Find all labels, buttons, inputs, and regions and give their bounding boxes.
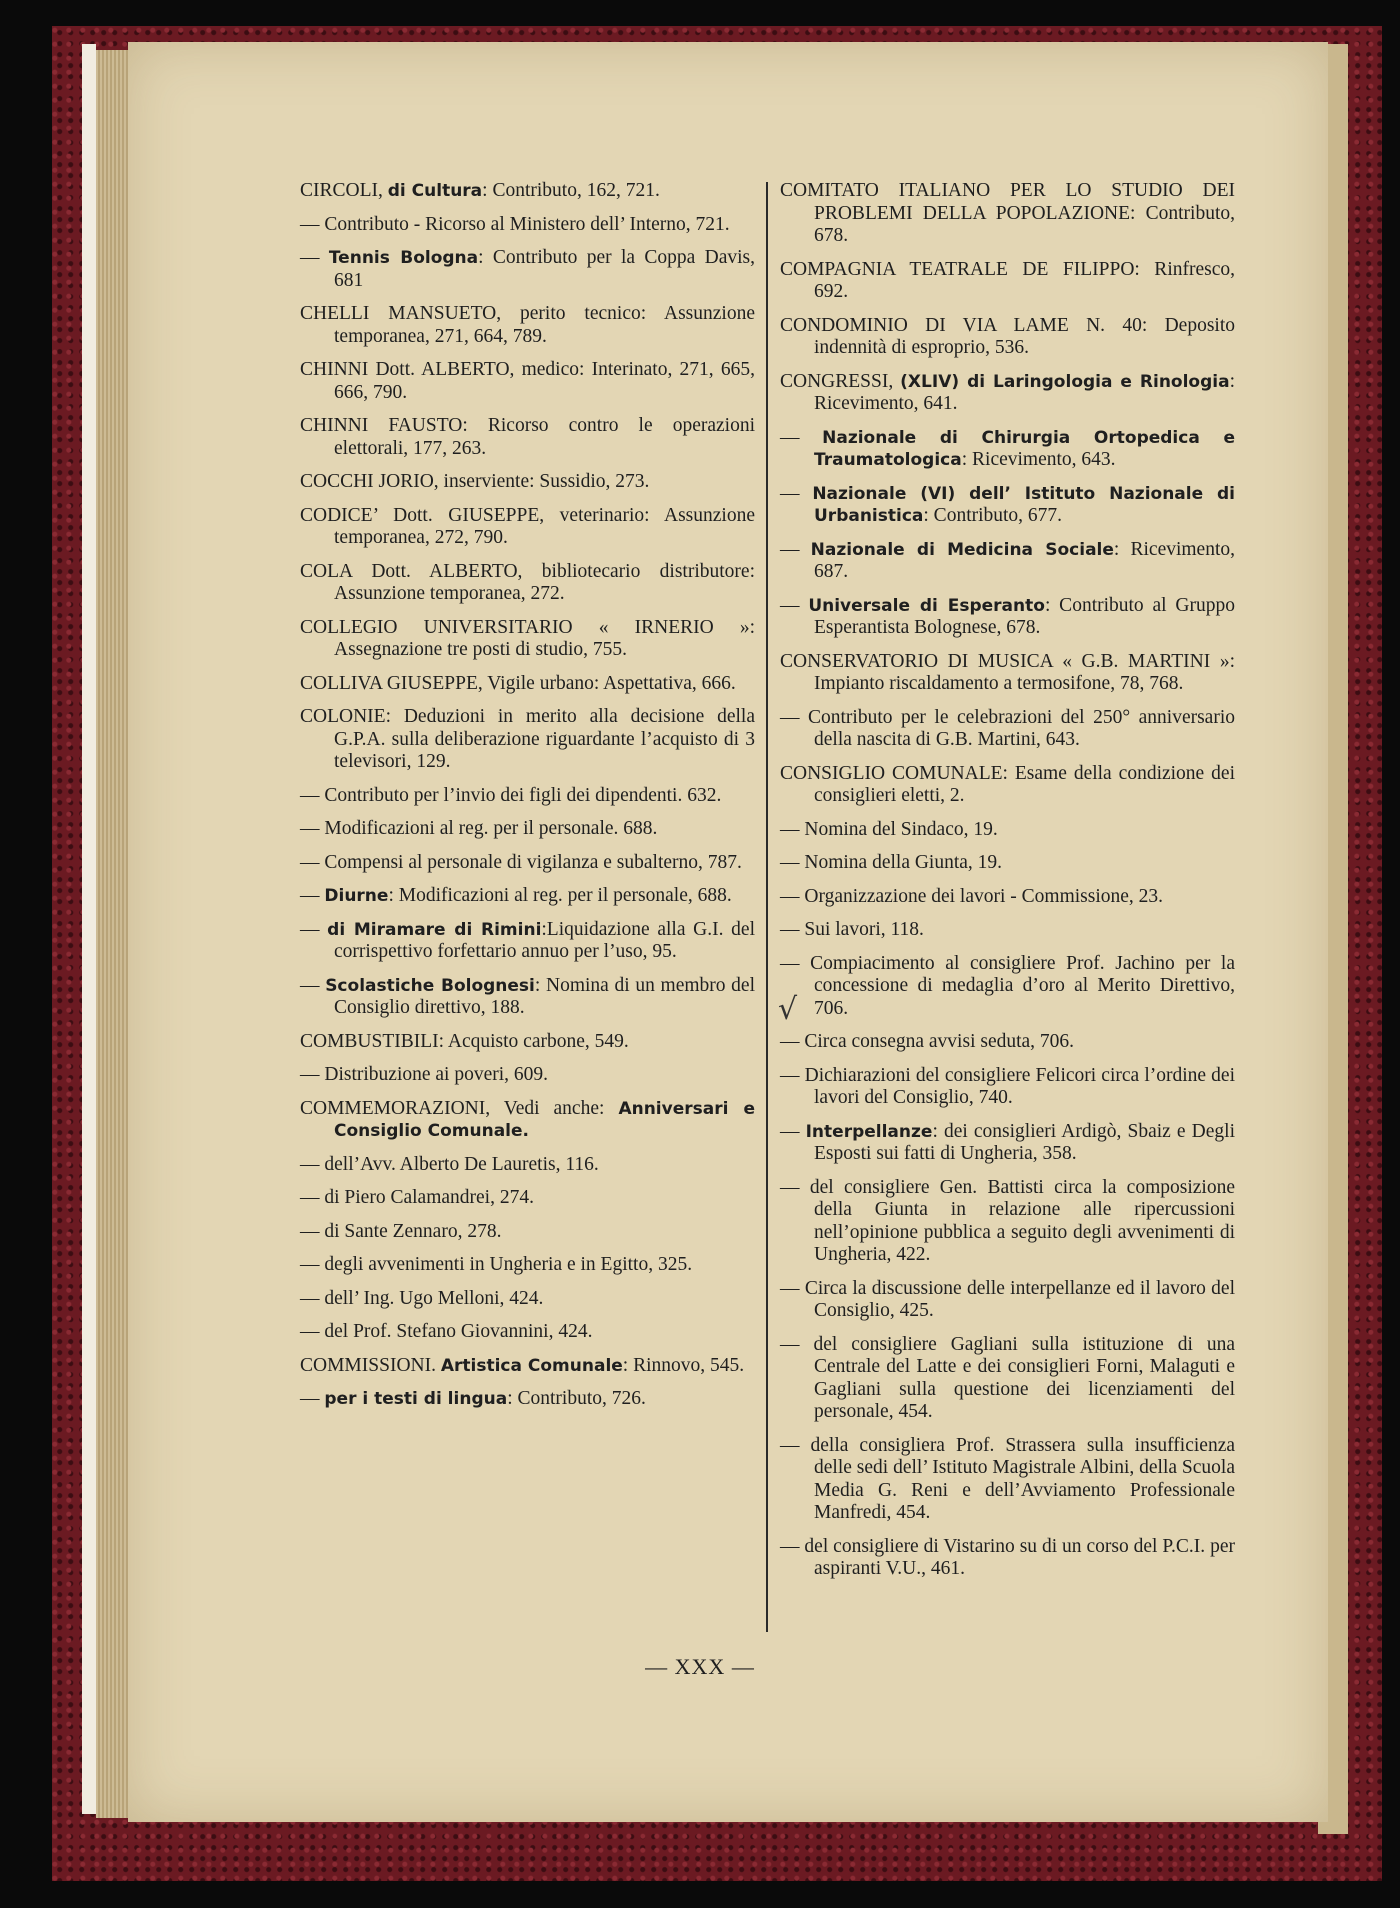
index-subentry (780, 1065, 1235, 1110)
index-entry (300, 706, 755, 774)
index-subentry (780, 886, 1235, 909)
entry-topic: (XLIV) di Laringologia e Rinologia (900, 371, 1230, 392)
index-entry (780, 259, 1235, 304)
entry-text: : Contributo al Gruppo Esperantista Bolognese, 678. (814, 594, 1235, 638)
entry-text: degli avvenimenti in Ungheria e in Egitto, 325. (324, 1254, 693, 1275)
entry-topic: Nazionale (VI) dell’ Istituto Nazionale di Urbanistica (812, 483, 1235, 526)
entry-text: Compiacimento al consigliere Prof. Jachino per la concessione di medaglia d’oro al Merito Direttivo, 706. (810, 952, 1235, 1019)
entry-text: : Contributo, 162, 721. (482, 180, 660, 201)
entry-text: : Ricevimento, 641. (814, 370, 1236, 414)
entry-heading: CIRCOLI, (300, 180, 388, 201)
entry-text: : Ricevimento, 643. (961, 449, 1116, 470)
entry-text: : Ricevimento, 687. (814, 538, 1236, 582)
entry-heading: CONDOMINIO DI VIA LAME N. 40: Deposito indennità di esproprio, 536. (780, 314, 1235, 358)
index-entry (300, 673, 755, 696)
index-subentry (780, 1177, 1235, 1267)
index-entry (300, 505, 755, 550)
entry-heading: COMPAGNIA TEATRALE DE FILIPPO: Rinfresco, 692. (780, 258, 1235, 302)
index-subentry (300, 214, 755, 237)
entry-heading: COMITATO ITALIANO PER LO STUDIO DEI PROBLEMI DELLA POPOLAZIONE: Contributo, 678. (780, 180, 1235, 246)
entry-text: : Modificazioni al reg. per il personale, 688. (388, 885, 732, 906)
entry-text: Dichiarazioni del consigliere Felicori circa l’ordine dei lavori del Consiglio, 740. (804, 1064, 1235, 1108)
index-subentry (300, 885, 755, 908)
index-subentry (780, 539, 1235, 584)
index-subentry (780, 1031, 1235, 1054)
entry-text: : Rinnovo, 545. (622, 1354, 745, 1376)
entry-text: Contributo - Ricorso al Ministero dell’ Interno, 721. (324, 213, 730, 235)
entry-topic: Interpellanze (805, 1121, 933, 1142)
entry-text: del consigliere di Vistarino su di un corso del P.C.I. per aspiranti V.U., 461. (804, 1535, 1235, 1579)
index-subentry (780, 1334, 1235, 1424)
index-subentry (780, 1278, 1235, 1323)
index-subentry (780, 852, 1235, 875)
index-subentry (780, 1435, 1235, 1525)
entry-topic: Artistica Comunale (440, 1355, 623, 1376)
entry-text: Contributo per le celebrazioni del 250° anniversario della nascita di G.B. Martini, 643. (808, 706, 1235, 750)
entry-heading: CONSERVATORIO DI MUSICA « G.B. MARTINI »: Impianto riscaldamento a termosifone, 78, 768. (780, 650, 1235, 694)
entry-text: : dei consiglieri Ardigò, Sbaiz e Degli Esposti sui fatti di Ungheria, 358. (814, 1120, 1235, 1164)
index-entry (780, 651, 1235, 696)
entry-heading: COLLIVA GIUSEPPE, Vigile urbano: Aspettativa, 666. (300, 672, 736, 694)
index-entry (780, 180, 1235, 248)
entry-topic: Tennis Bologna (328, 248, 479, 268)
entry-topic: Scolastiche Bolognesi (325, 975, 535, 996)
entry-heading: CHELLI MANSUETO, perito tecnico: Assunzione temporanea, 271, 664, 789. (300, 303, 755, 347)
entry-text: Circa la discussione delle interpellanze ed il lavoro del Consiglio, 425. (804, 1277, 1235, 1321)
entry-text: Distribuzione ai poveri, 609. (324, 1064, 549, 1085)
index-subentry (780, 707, 1235, 752)
entry-heading: CONGRESSI, (780, 370, 901, 392)
entry-topic: di Cultura (387, 181, 483, 201)
index-subentry (300, 1064, 755, 1087)
index-entry (780, 763, 1235, 808)
index-subentry (300, 975, 755, 1020)
entry-text: Compensi al personale di vigilanza e subalterno, 787. (324, 851, 742, 873)
index-subentry (300, 919, 755, 964)
index-entry (300, 359, 755, 404)
entry-heading: COLONIE: Deduzioni in merito alla decisione della G.P.A. sulla deliberazione riguardante l’acquisto di 3 televisori, 129. (300, 706, 755, 772)
index-entry (300, 1098, 755, 1143)
entry-text: Contributo per l’invio dei figli dei dipendenti. 632. (324, 784, 722, 806)
entry-topic: Diurne (324, 886, 389, 906)
entry-topic: per i testi di lingua (324, 1389, 508, 1409)
index-column-right (780, 180, 1235, 1592)
entry-heading: COCCHI JORIO, inserviente: Sussidio, 273. (300, 471, 650, 492)
entry-heading: CODICE’ Dott. GIUSEPPE, veterinario: Assunzione temporanea, 272, 790. (300, 504, 755, 548)
entry-text: Circa consegna avvisi seduta, 706. (804, 1031, 1075, 1052)
entry-text: Modificazioni al reg. per il personale. 688. (324, 818, 658, 839)
entry-topic: Nazionale di Chirurgia Ortopedica e Traumatologica (814, 427, 1236, 470)
entry-heading: COMBUSTIBILI: Acquisto carbone, 549. (300, 1030, 629, 1052)
entry-text: : Contributo, 677. (923, 505, 1063, 526)
index-subentry (300, 1254, 755, 1277)
entry-text: Organizzazione dei lavori - Commissione, 23. (804, 885, 1164, 907)
index-subentry (300, 247, 755, 292)
index-entry (300, 617, 755, 662)
entry-text: di Piero Calamandrei, 274. (324, 1187, 534, 1208)
entry-text: : Contributo, 726. (507, 1388, 646, 1409)
index-subentry (780, 427, 1235, 472)
index-subentry (780, 1536, 1235, 1581)
index-subentry (300, 1288, 755, 1311)
entry-topic: Nazionale di Medicina Sociale (810, 539, 1114, 560)
entry-heading: CONSIGLIO COMUNALE: Esame della condizione dei consiglieri eletti, 2. (780, 762, 1235, 806)
entry-heading: COLA Dott. ALBERTO, bibliotecario distributore: Assunzione temporanea, 272. (300, 560, 755, 604)
index-subentry (780, 595, 1235, 640)
index-entry (300, 561, 755, 606)
index-subentry (300, 1221, 755, 1244)
index-subentry (780, 819, 1235, 842)
index-column-left (300, 180, 755, 1422)
entry-text: di Sante Zennaro, 278. (324, 1220, 502, 1242)
entry-text: del consigliere Gen. Battisti circa la composizione della Giunta in relazione alle ripercussioni nell’opinione pubblica a seguito degli avvenimenti di Ungheria, 422. (809, 1176, 1235, 1265)
entry-text: del Prof. Stefano Giovannini, 424. (324, 1321, 593, 1342)
entry-text: dell’Avv. Alberto De Lauretis, 116. (324, 1153, 599, 1175)
index-subentry (300, 1154, 755, 1177)
index-entry (300, 415, 755, 460)
index-entry (300, 471, 755, 494)
entry-topic: Universale di Esperanto (808, 595, 1045, 616)
index-subentry (300, 1388, 755, 1411)
index-subentry (780, 483, 1235, 528)
index-subentry (300, 852, 755, 875)
index-subentry (300, 1187, 755, 1210)
entry-heading: COLLEGIO UNIVERSITARIO « IRNERIO »: Assegnazione tre posti di studio, 755. (300, 616, 755, 660)
entry-text: della consigliera Prof. Strassera sulla insufficienza delle sedi dell’ Istituto Magistrale Albini, della Scuola Media G. Reni e dell’Avviamento Professionale Manfredi, 454. (810, 1434, 1236, 1523)
index-entry (780, 315, 1235, 360)
entry-text: :Liquidazione alla G.I. del corrispettivo forfettario annuo per l’uso, 95. (334, 918, 755, 962)
entry-text: : Nomina di un membro del Consiglio direttivo, 188. (334, 974, 756, 1018)
handwritten-checkmark: √ (778, 992, 798, 1027)
page-number: — XXX — (645, 1654, 755, 1679)
index-subentry (780, 919, 1235, 942)
index-subentry (300, 785, 755, 808)
entry-text: Sui lavori, 118. (804, 919, 924, 940)
entry-text: Nomina del Sindaco, 19. (804, 818, 998, 840)
entry-heading: CHINNI FAUSTO: Ricorso contro le operazioni elettorali, 177, 263. (300, 415, 755, 459)
entry-heading: COMMEMORAZIONI, Vedi anche: (300, 1097, 619, 1119)
entry-heading: COMMISSIONI. (300, 1354, 441, 1376)
index-entry (300, 1355, 755, 1378)
column-divider (766, 182, 768, 1632)
entry-text: Nomina della Giunta, 19. (804, 852, 1003, 873)
index-subentry (780, 1121, 1235, 1166)
index-entry (300, 1031, 755, 1054)
entry-text: del consigliere Gagliani sulla istituzione di una Centrale del Latte e dei consiglieri Forni, Malaguti e Gagliani sulla questione dei licenziamenti del personale, 454. (813, 1333, 1235, 1422)
index-entry (300, 303, 755, 348)
entry-heading: CHINNI Dott. ALBERTO, medico: Interinato, 271, 665, 666, 790. (300, 359, 755, 403)
entry-topic: di Miramare di Rimini (327, 919, 542, 940)
index-subentry (300, 1321, 755, 1344)
index-entry (780, 371, 1235, 416)
index-subentry (300, 818, 755, 841)
entry-text: : Contributo per la Coppa Davis, 681 (334, 247, 755, 291)
page-gutter (82, 44, 96, 1814)
entry-text: dell’ Ing. Ugo Melloni, 424. (324, 1287, 544, 1309)
entry-topic: Anniversari e Consiglio Comunale. (334, 1098, 756, 1141)
index-entry (300, 180, 755, 203)
index-subentry (780, 953, 1235, 1021)
